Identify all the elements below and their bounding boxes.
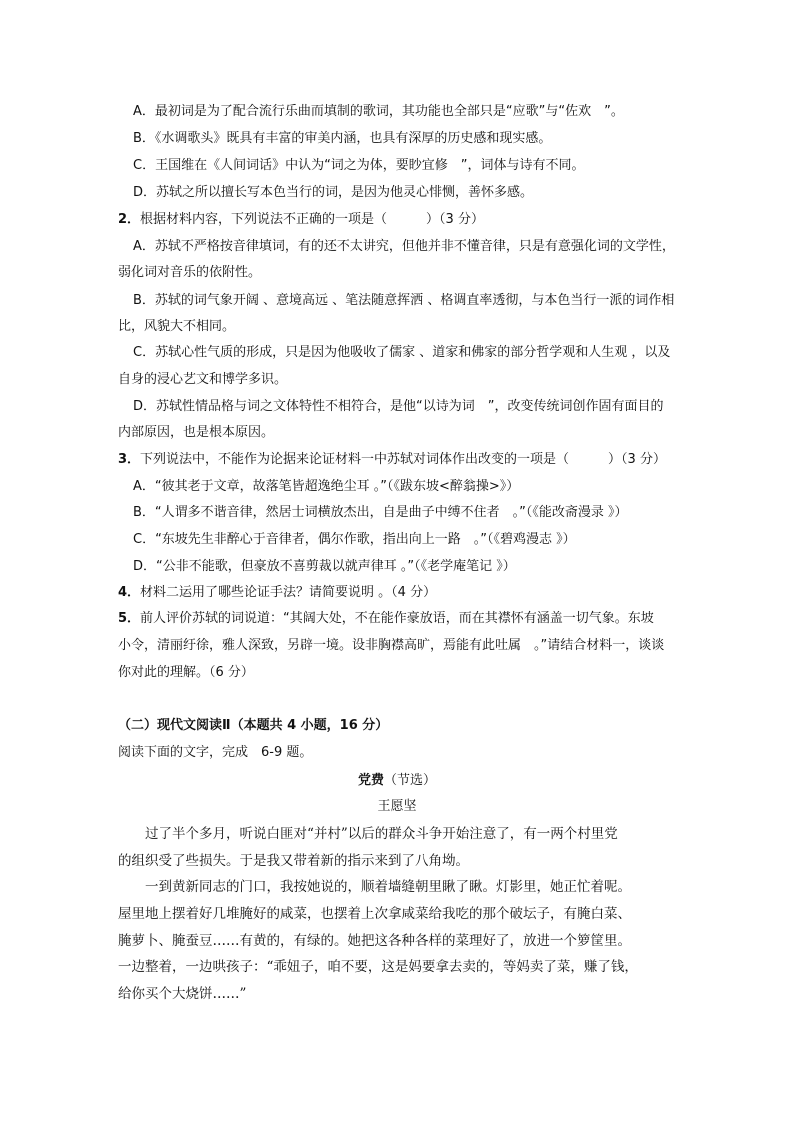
story-title xyxy=(0,773,794,789)
q2-stem-text: 根据材料内容，下列说法不正确的一项是（ ）（3 分） xyxy=(140,212,484,227)
q5-line2: 小令，清丽纡徐，雅人深致，另辟一境。设非胸襟高旷，焉能有此吐属 。”请结合材料一，谈谈 xyxy=(118,638,665,653)
story-author: 王愿坚 xyxy=(377,799,417,814)
q2-option-b-line1: B．苏轼的词气象开阔 、意境高远 、笔法随意挥洒 、格调直率透彻，与本色当行一派的词作相 xyxy=(133,293,675,308)
q5-number: 5． xyxy=(118,611,141,626)
q4-number: 4． xyxy=(118,585,141,600)
story-title-suffix: （节选） xyxy=(384,773,437,788)
story-title-main: 党费 xyxy=(357,773,384,788)
story-line: 屋里地上摆着好几堆腌好的咸菜，也摆着上次拿咸菜给我吃的那个破坛子，有腌白菜、 xyxy=(118,906,631,922)
q3-stem xyxy=(118,452,666,468)
q5-stem xyxy=(118,611,654,627)
q1-option-c: C．王国维在《人间词话》中认为“词之为体，要眇宜修 ”，词体与诗有不同。 xyxy=(133,158,585,173)
q2-option-b-line2: 比，风貌大不相同。 xyxy=(118,319,236,334)
q4-stem xyxy=(118,585,436,601)
story-line: 一边整着，一边哄孩子：“乖妞子，咱不要，这是妈要拿去卖的，等妈卖了菜，赚了钱， xyxy=(118,959,638,975)
story-line: 给你买个大烧饼……” xyxy=(118,986,247,1002)
q1-option-a: A．最初词是为了配合流行乐曲而填制的歌词，其功能也全部只是“应歌”与“佐欢 ”。 xyxy=(133,104,624,119)
q2-option-a-line2: 弱化词对音乐的依附性。 xyxy=(118,265,262,280)
q3-stem-text: 下列说法中，不能作为论据来论证材料一中苏轼对词体作出改变的一项是（ ）（3 分） xyxy=(140,452,666,467)
q5-line1: 前人评价苏轼的词说道：“其阔大处，不在能作豪放语，而在其襟怀有涵盖一切气象。东坡 xyxy=(140,611,654,626)
q2-stem xyxy=(118,212,484,228)
q4-stem-text: 材料二运用了哪些论证手法？请简要说明 。（4 分） xyxy=(140,585,437,600)
q5-line3: 你对此的理解。（6 分） xyxy=(118,665,254,680)
q1-option-b: B．《水调歌头》既具有丰富的审美内涵，也具有深厚的历史感和现实感。 xyxy=(133,131,552,146)
section2-instruction: 阅读下面的文字，完成 6-9 题。 xyxy=(118,745,313,760)
q3-option-c: C．“东坡先生非醉心于音律者，偶尔作歌，指出向上一路 。”（《碧鸡漫志 》） xyxy=(133,532,576,547)
q3-option-b: B．“人谓多不谐音律，然居士词横放杰出，自是曲子中缚不住者 。”（《能改斋漫录 》） xyxy=(133,505,628,520)
story-line: 一到黄新同志的门口，我按她说的，顺着墙缝朝里瞅了瞅。灯影里，她正忙着呢。 xyxy=(118,879,631,895)
q2-number: 2． xyxy=(118,212,141,227)
q2-option-a-line1: A．苏轼不严格按音律填词，有的还不太讲究，但他并非不懂音律，只是有意强化词的文学性， xyxy=(133,239,675,254)
q3-option-a: A．“彼其老于文章，故落笔皆超逸绝尘耳 。”（《跋东坡<醉翁操>》） xyxy=(133,479,520,494)
story-line: 过了半个多月，听说白匪对“并村”以后的群众斗争开始注意了，有一两个村里党 xyxy=(118,826,618,842)
q2-option-c-line2: 自身的浸心艺文和博学多识。 xyxy=(118,372,288,387)
q2-option-c-line1: C．苏轼心性气质的形成，只是因为他吸收了儒家 、道家和佛家的部分哲学观和人生观 ，以及 xyxy=(133,345,671,360)
q3-option-d: D．“公非不能歌，但豪放不喜剪裁以就声律耳 。”（《老学庵笔记 》） xyxy=(133,559,516,574)
q1-option-d: D．苏轼之所以擅长写本色当行的词，是因为他灵心悱恻，善怀多感。 xyxy=(133,185,534,200)
story-line: 的组织受了些损失。于是我又带着新的指示来到了八角坳。 xyxy=(118,853,469,869)
q2-option-d-line1: D．苏轼性情品格与词之文体特性不相符合，是他“以诗为词 ”，改变传统词创作固有面目的 xyxy=(133,399,664,414)
q2-option-d-line2: 内部原因，也是根本原因。 xyxy=(118,425,275,440)
q3-number: 3． xyxy=(118,452,141,467)
section2-heading: （二）现代文阅读Ⅱ（本题共 4 小题，16 分） xyxy=(118,718,389,733)
story-line: 腌萝卜、腌蚕豆……有黄的，有绿的。她把这各种各样的菜理好了，放进一个箩筐里。 xyxy=(118,933,631,949)
